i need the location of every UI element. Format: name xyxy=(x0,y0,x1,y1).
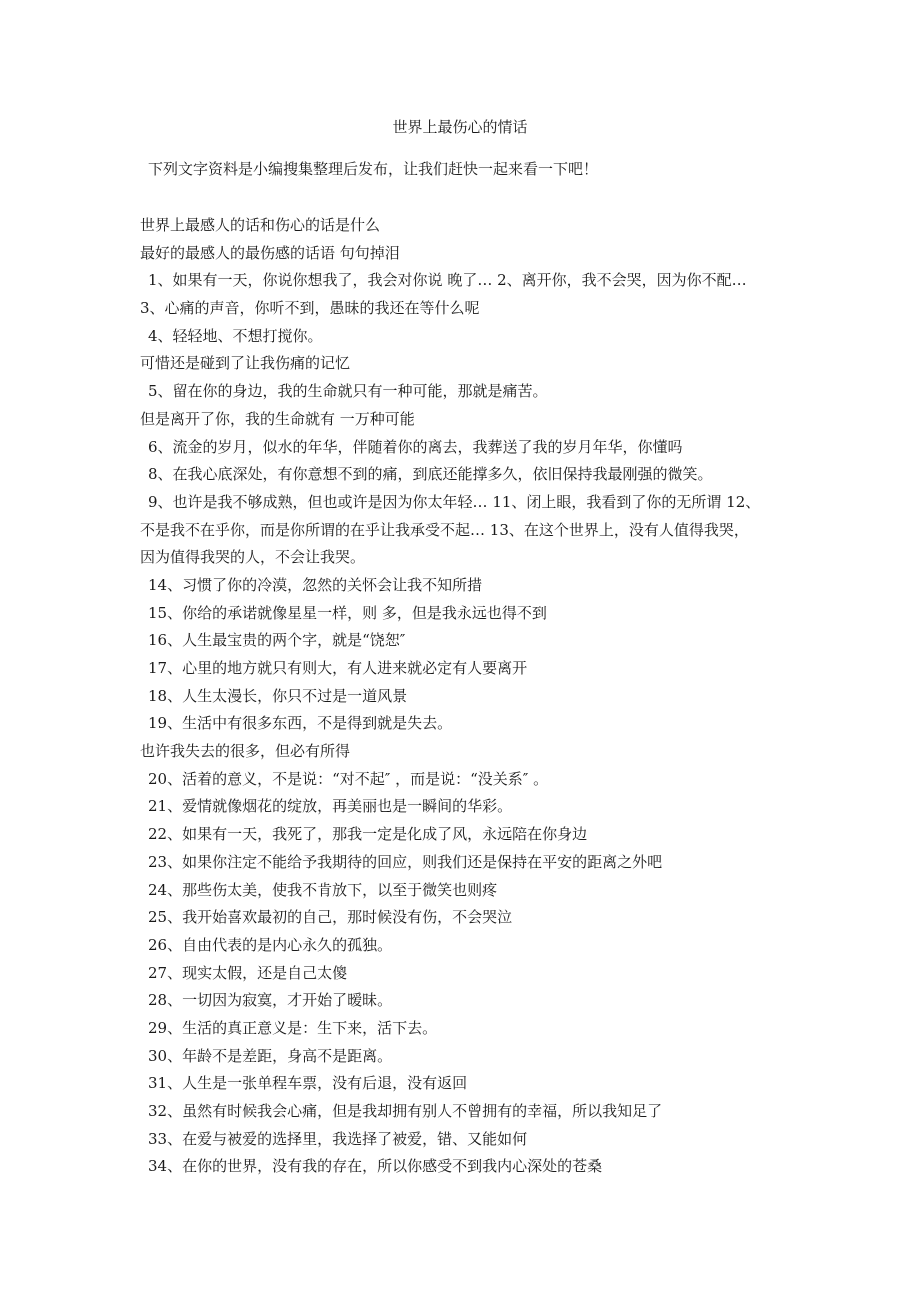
text-line: 17、心里的地方就只有则大，有人进来就必定有人要离开 xyxy=(148,659,528,677)
text-line: 24、那些伤太美，使我不肯放下，以至于微笑也则疼 xyxy=(148,880,498,899)
text-line: 27、现实太假，还是自己太傻 xyxy=(148,963,348,982)
text-line: 23、如果你注定不能给予我期待的回应，则我们还是保持在平安的距离之外吧 xyxy=(148,852,663,871)
text-line: 可惜还是碰到了让我伤痛的记忆 xyxy=(140,354,351,373)
text-line: 30、年龄不是差距，身高不是距离。 xyxy=(148,1046,393,1065)
text-line: 15、你给的承诺就像星星一样，则 多，但是我永远也得不到 xyxy=(148,603,547,622)
text-line: 1、如果有一天，你说你想我了，我会对你说 晚了… 2、离开你，我不会哭，因为你不配… xyxy=(148,271,747,290)
text-line: 25、我开始喜欢最初的自己，那时候没有伤，不会哭泣 xyxy=(148,908,513,927)
text-line: 32、虽然有时候我会心痛，但是我却拥有别人不曾拥有的幸福，所以我知足了 xyxy=(148,1102,663,1120)
text-line: 5、留在你的身边，我的生命就只有一种可能，那就是痛苦。 xyxy=(148,382,548,401)
text-line: 4、轻轻地、不想打搅你。 xyxy=(148,326,323,345)
text-line: 31、人生是一张单程车票，没有后退，没有返回 xyxy=(148,1074,468,1093)
text-line: 21、爱情就像烟花的绽放，再美丽也是一瞬间的华彩。 xyxy=(148,797,513,816)
text-line: 3、心痛的声音，你听不到，愚昧的我还在等什么呢 xyxy=(140,299,480,318)
text-line: 因为值得我哭的人，不会让我哭。 xyxy=(140,548,366,567)
text-line: 最好的最感人的最伤感的话语 句句掉泪 xyxy=(140,243,400,262)
intro-paragraph: 下列文字资料是小编搜集整理后发布，让我们赶快一起来看一下吧！ xyxy=(148,160,599,178)
text-line: 也许我失去的很多，但必有所得 xyxy=(140,742,351,761)
document-title: 世界上最伤心的情话 xyxy=(392,118,528,136)
text-line: 33、在爱与被爱的选择里，我选择了被爱，错、又能如何 xyxy=(148,1129,528,1148)
text-line: 8、在我心底深处，有你意想不到的痛，到底还能撑多久，依旧保持我最刚强的微笑。 xyxy=(148,465,713,484)
text-line: 22、如果有一天，我死了，那我一定是化成了风，永远陪在你身边 xyxy=(148,825,588,844)
text-line: 不是我不在乎你，而是你所谓的在乎让我承受不起… 13、在这个世界上，没有人值得我哭， xyxy=(140,520,749,539)
text-line: 19、生活中有很多东西，不是得到就是失去。 xyxy=(148,714,453,733)
text-line: 14、习惯了你的冷漠，忽然的关怀会让我不知所措 xyxy=(148,575,483,594)
text-line: 16、人生最宝贵的两个字，就是“饶恕″ xyxy=(148,631,406,650)
text-line: 29、生活的真正意义是：生下来，活下去。 xyxy=(148,1018,438,1037)
text-line: 但是离开了你，我的生命就有 一万种可能 xyxy=(140,409,415,428)
text-line: 20、活着的意义，不是说：“对不起″ ，而是说：“没关系″ 。 xyxy=(148,769,549,788)
text-line: 世界上最感人的话和伤心的话是什么 xyxy=(140,216,381,234)
text-line: 34、在你的世界，没有我的存在，所以你感受不到我内心深处的苍桑 xyxy=(148,1157,603,1176)
text-line: 28、一切因为寂寞，才开始了暧昧。 xyxy=(148,991,393,1010)
document-body xyxy=(140,212,800,1181)
text-line: 9、也许是我不够成熟，但也或许是因为你太年轻… 11、闭上眼，我看到了你的无所谓 12、 xyxy=(148,492,761,511)
text-line: 6、流金的岁月，似水的年华，伴随着你的离去，我葬送了我的岁月年华，你懂吗 xyxy=(148,437,683,456)
text-line: 26、自由代表的是内心永久的孤独。 xyxy=(148,935,393,954)
text-line: 18、人生太漫长，你只不过是一道风景 xyxy=(148,686,408,705)
